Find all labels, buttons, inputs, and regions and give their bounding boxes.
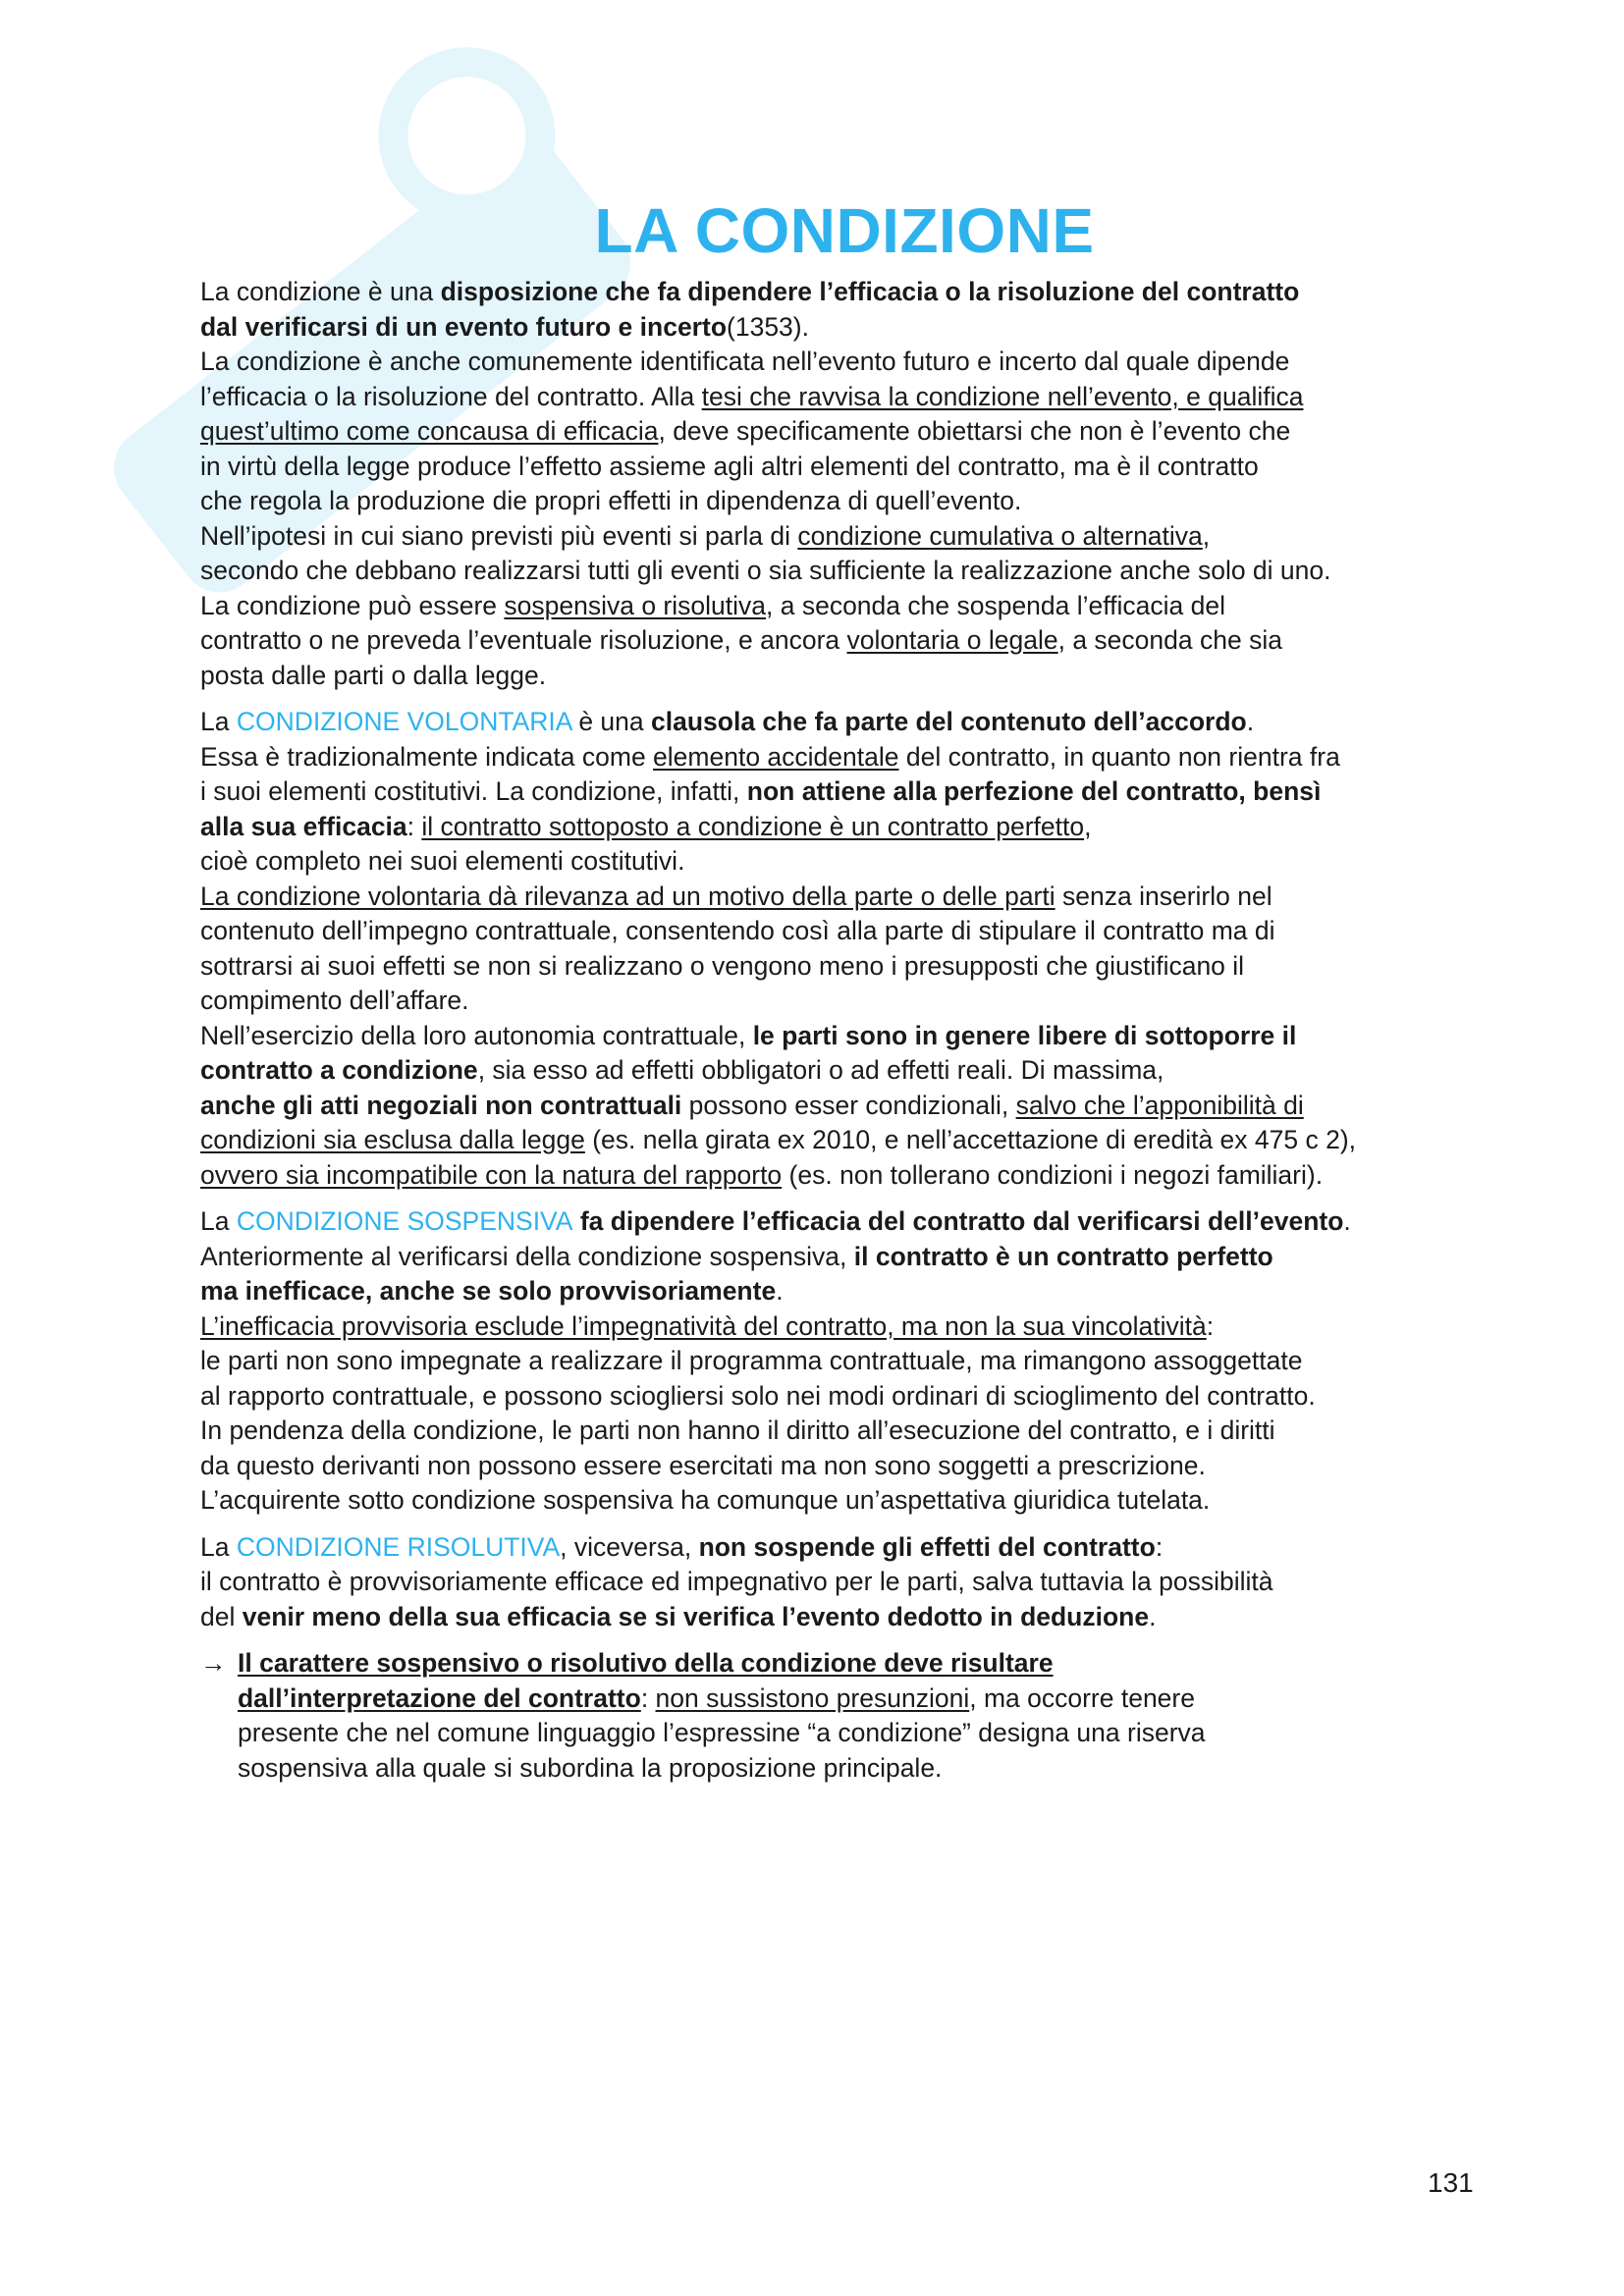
text: che regola la produzione die propri effetti in dipendenza di quell’evento. [200,486,1022,515]
text: : [640,1682,656,1713]
text: : [1206,1310,1215,1341]
text: posta dalle parti o dalla legge. [200,660,547,690]
paragraph-condizione-risolutiva [200,1530,1565,1635]
text: (es. nella girata ex 2010, e nell’accettazione di eredità ex 475 c 2), [584,1125,1357,1154]
document-body [200,275,1565,1797]
text: sospensiva alla quale si subordina la proposizione principale. [238,1752,943,1783]
bold-text: il contratto è un contratto perfetto [853,1241,1273,1271]
paragraph-introduction [200,275,1565,693]
text: le parti non sono impegnate a realizzare il programma contrattuale, ma rimangono assoggettate [200,1346,1303,1375]
text: . [1149,1601,1157,1631]
bold-text: anche gli atti negoziali non contrattuali [200,1090,682,1120]
text: In pendenza della condizione, le parti non hanno il diritto all’esecuzione del contratto, e i diritti [200,1415,1275,1445]
section-heading-risolutiva: CONDIZIONE RISOLUTIVA [236,1531,561,1562]
text: cioè completo nei suoi elementi costitutivi. [200,846,685,876]
text: : [406,811,422,841]
underlined-text: salvo che l’apponibilità di [1015,1090,1304,1120]
text: . [776,1276,784,1306]
bold-text: fa dipendere l’efficacia del contratto dal verificarsi dell’evento [572,1206,1344,1236]
bold-text: venir meno della sua efficacia se si verifica l’evento dedotto in deduzione [242,1601,1150,1631]
text: del contratto, in quanto non rientra fra [898,741,1340,772]
text: sottrarsi ai suoi effetti se non si realizzano o vengono meno i presupposti che giustificano il [200,950,1245,981]
text: La [200,707,237,736]
text: in virtù della legge produce l’effetto assieme agli altri elementi del contratto, ma è il contratto [200,451,1259,481]
bold-underlined-text: dall’interpretazione del contratto [238,1682,641,1713]
page-number: 131 [1428,2167,1474,2198]
text: , viceversa, [560,1531,699,1562]
text: L’acquirente sotto condizione sospensiva ha comunque un’aspettativa giuridica tutelata. [200,1485,1211,1515]
paragraph-condizione-sospensiva [200,1204,1565,1519]
text: , ma occorre tenere [969,1682,1195,1713]
text: , a seconda che sia [1057,625,1282,655]
text: La condizione può essere [200,590,505,620]
underlined-text: sospensiva o risolutiva [504,590,766,620]
section-heading-volontaria: CONDIZIONE VOLONTARIA [236,707,571,736]
text: La condizione è anche comunemente identificata nell’evento futuro e incerto dal quale dipende [200,347,1290,376]
text: , deve specificamente obiettarsi che non è l’evento che [658,416,1291,446]
text: senza inserirlo nel [1055,881,1272,911]
underlined-text: elemento accidentale [653,741,899,772]
underlined-text: L’inefficacia provvisoria esclude l’impegnatività del contratto, ma non la sua vincolatività [200,1310,1207,1341]
arrow-right-icon: → [200,1648,227,1678]
underlined-text: non sussistono presunzioni [655,1682,970,1713]
text: secondo che debbano realizzarsi tutti gli eventi o sia sufficiente la realizzazione anche solo di uno. [200,556,1331,585]
underlined-text: volontaria o legale [846,625,1058,655]
text: Nell’ipotesi in cui siano previsti più eventi si parla di [200,520,798,551]
text: Anteriormente al verificarsi della condizione sospensiva, [200,1241,854,1271]
text: contratto o ne preveda l’eventuale risoluzione, e ancora [200,625,847,655]
text: del [200,1601,243,1631]
text: (1353). [727,311,809,342]
text: l’efficacia o la risoluzione del contratto. Alla [200,381,702,411]
text: , [1202,520,1211,551]
text: contenuto dell’impegno contrattuale, consentendo così alla parte di stipulare il contratto ma di [200,916,1275,945]
bold-text: dal verificarsi di un evento futuro e incerto [200,311,728,342]
text: (es. non tollerano condizioni i negozi familiari). [782,1159,1324,1190]
text: : [1155,1531,1164,1562]
text: . [1246,707,1255,736]
underlined-text: condizioni sia esclusa dalla legge [200,1125,585,1154]
text: , [1084,811,1092,841]
bold-text: clausola che fa parte del contenuto dell’accordo [651,707,1247,736]
underlined-text: ovvero sia incompatibile con la natura del rapporto [200,1159,783,1190]
paragraph-condizione-volontaria [200,705,1565,1193]
text: il contratto è provvisoriamente efficace ed impegnativo per le parti, salva tuttavia la possibilità [200,1567,1273,1596]
section-heading-sospensiva: CONDIZIONE SOSPENSIVA [236,1206,573,1236]
text: Nell’esercizio della loro autonomia contrattuale, [200,1020,753,1050]
text: da questo derivanti non possono essere esercitati ma non sono soggetti a prescrizione. [200,1450,1206,1480]
arrow-note [200,1646,1565,1786]
text: Essa è tradizionalmente indicata come [200,741,654,772]
underlined-text: tesi che ravvisa la condizione nell’evento, e qualifica [701,381,1304,411]
bold-underlined-text: Il carattere sospensivo o risolutivo della condizione deve risultare [238,1648,1054,1678]
text: , a seconda che sospenda l’efficacia del [766,590,1225,620]
page-title: LA CONDIZIONE [594,195,1095,266]
underlined-text: il contratto sottoposto a condizione è un contratto perfetto [421,811,1085,841]
text: possono esser condizionali, [681,1090,1016,1120]
text: La [200,1531,237,1562]
bold-text: non sospende gli effetti del contratto [698,1531,1156,1562]
underlined-text: condizione cumulativa o alternativa [797,520,1203,551]
bold-text: le parti sono in genere libere di sottoporre il [752,1020,1297,1050]
text: La condizione è una [200,277,441,306]
text: compimento dell’affare. [200,986,469,1015]
bold-text: alla sua efficacia [200,811,407,841]
text: presente che nel comune linguaggio l’espressine “a condizione” designa una riserva [238,1718,1206,1747]
text: La [200,1206,237,1236]
text: . [1343,1206,1351,1236]
underlined-text: La condizione volontaria dà rilevanza ad un motivo della parte o delle parti [200,881,1056,911]
text: al rapporto contrattuale, e possono sciogliersi solo nei modi ordinari di scioglimento del contratto. [200,1380,1316,1411]
bold-text: ma inefficace, anche se solo provvisoriamente [200,1276,777,1306]
bold-text: contratto a condizione [200,1055,478,1085]
underlined-text: quest’ultimo come concausa di efficacia [200,416,659,446]
bold-text: non attiene alla perfezione del contratto, bensì [746,776,1322,806]
bold-text: disposizione che fa dipendere l’efficacia o la risoluzione del contratto [440,277,1300,306]
text: , sia esso ad effetti obbligatori o ad effetti reali. Di massima, [477,1055,1164,1085]
text: i suoi elementi costitutivi. La condizione, infatti, [200,776,747,806]
text: è una [570,707,652,736]
